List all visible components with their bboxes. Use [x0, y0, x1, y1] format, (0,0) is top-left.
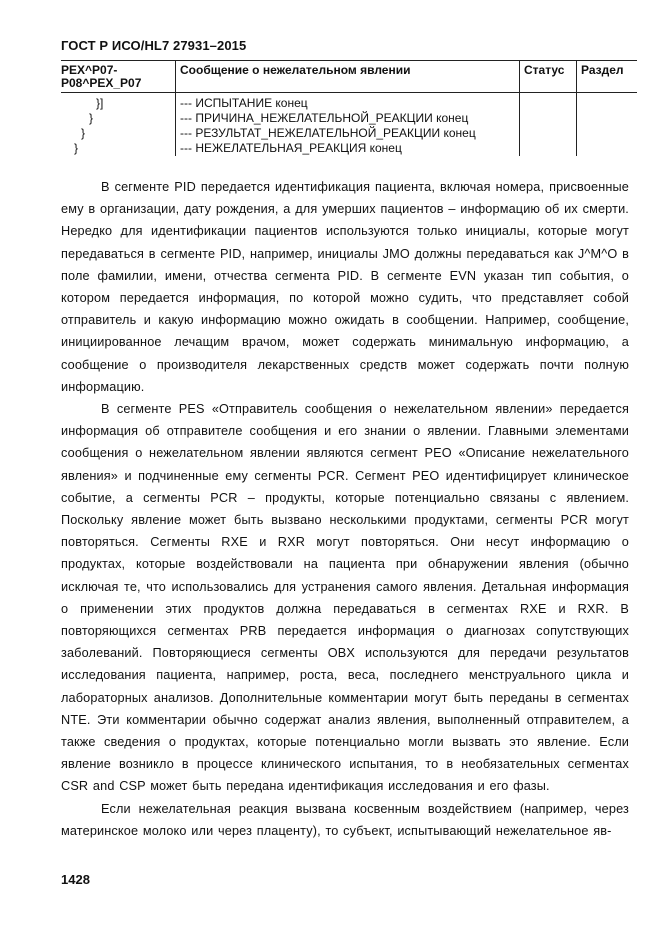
column-header-structure — [61, 61, 176, 93]
table-header-row — [61, 61, 637, 93]
status-cell — [520, 93, 577, 157]
page-number: 1428 — [61, 872, 90, 887]
message-row-4: --- НЕЖЕЛАТЕЛЬНАЯ_РЕАКЦИЯ конец — [180, 141, 402, 155]
column-header-section: Раздел — [577, 61, 638, 93]
standard-header: ГОСТ Р ИСО/HL7 27931–2015 — [61, 38, 247, 53]
structure-row-1: }] — [96, 96, 104, 110]
column-header-message: Сообщение о нежелательном явлении — [176, 61, 520, 93]
paragraph-pes: В сегменте PES «Отправитель сообщения о нежелательном явлении» передается информация об отправителе сообщения и его знании о явлении. Главными элементами сообщения о нежелательном явлении являются сегмент PEO «Описание нежелательного явления» и подчиненные ему сегменты PCR. Сегмент PEO идентифицирует клиническое событие, а сегменты PCR – продукты, которые потенциально связаны с явлением. Поскольку явление может быть вызвано несколькими продуктами, сегменты PCR могут повторяться. Сегменты RXE и RXR могут повторяться. Они несут информацию о продуктах, которые воздействовали на пациента при обнаружении явления (обычно исключая те, что использовались для устранения самого явления. Детальная информация о применении этих продуктов должна передаваться в сегментах RXE и RXR. В повторяющихся сегментах PRB передается информация о диагнозах сопутствующих заболеваний. Повторяющиеся сегменты OBX используются для передачи результатов исследования пациента, например, роста, веса, последнего менструального цикла и лабораторных анализов. Дополнительные комментарии могут быть переданы в сегментах NTE. Эти комментарии обычно содержат анализ явления, выполненный отправителем, а также сведения о продуктах, которые потенциально могли вызвать это явление. Если явление возникло в процессе клинического испытания, то в необязательных сегментах CSR and CSP может быть передана идентификация исследования и его фазы. — [61, 402, 629, 794]
structure-row-2: } — [89, 111, 94, 125]
section-cell — [577, 93, 638, 157]
message-structure-table — [61, 60, 637, 156]
message-row-3: --- РЕЗУЛЬТАТ_НЕЖЕЛАТЕЛЬНОЙ_РЕАКЦИИ конец — [180, 126, 476, 140]
table-row — [61, 93, 637, 157]
message-cell — [176, 93, 520, 157]
structure-row-4: } — [74, 141, 79, 155]
column-header-structure-text: PEX^P07- P08^PEX_P07 — [61, 63, 142, 90]
body-text — [61, 176, 629, 842]
message-row-1: --- ИСПЫТАНИЕ конец — [180, 96, 308, 110]
paragraph-indirect-exposure: Если нежелательная реакция вызвана косвенным воздействием (например, через материнское молоко или через плаценту), то субъект, испытывающий нежелательное яв- — [61, 801, 629, 838]
structure-row-3: } — [81, 126, 86, 140]
message-row-2: --- ПРИЧИНА_НЕЖЕЛАТЕЛЬНОЙ_РЕАКЦИИ конец — [180, 111, 469, 125]
paragraph-pid: В сегменте PID передается идентификация пациента, включая номера, присвоенные ему в организации, дату рождения, а для умерших пациентов – информацию об их смерти. Нередко для идентификации пациентов используются только инициалы, которые могут передаваться в сегменте PID, например, инициалы JMO должны передаваться как J^M^O в поле фамилии, имени, отчества сегмента PID. В сегменте EVN указан тип события, о котором передается информация, по которой можно судить, что представляет собой отправитель и какую информацию можно ожидать в сообщении. Например, сообщение, инициированное лечащим врачом, может содержать минимальную информацию, а сообщение о производителя лекарственных средств может содержать почти полную информацию. — [61, 180, 629, 394]
column-header-status: Статус — [520, 61, 577, 93]
structure-cell — [61, 93, 176, 157]
